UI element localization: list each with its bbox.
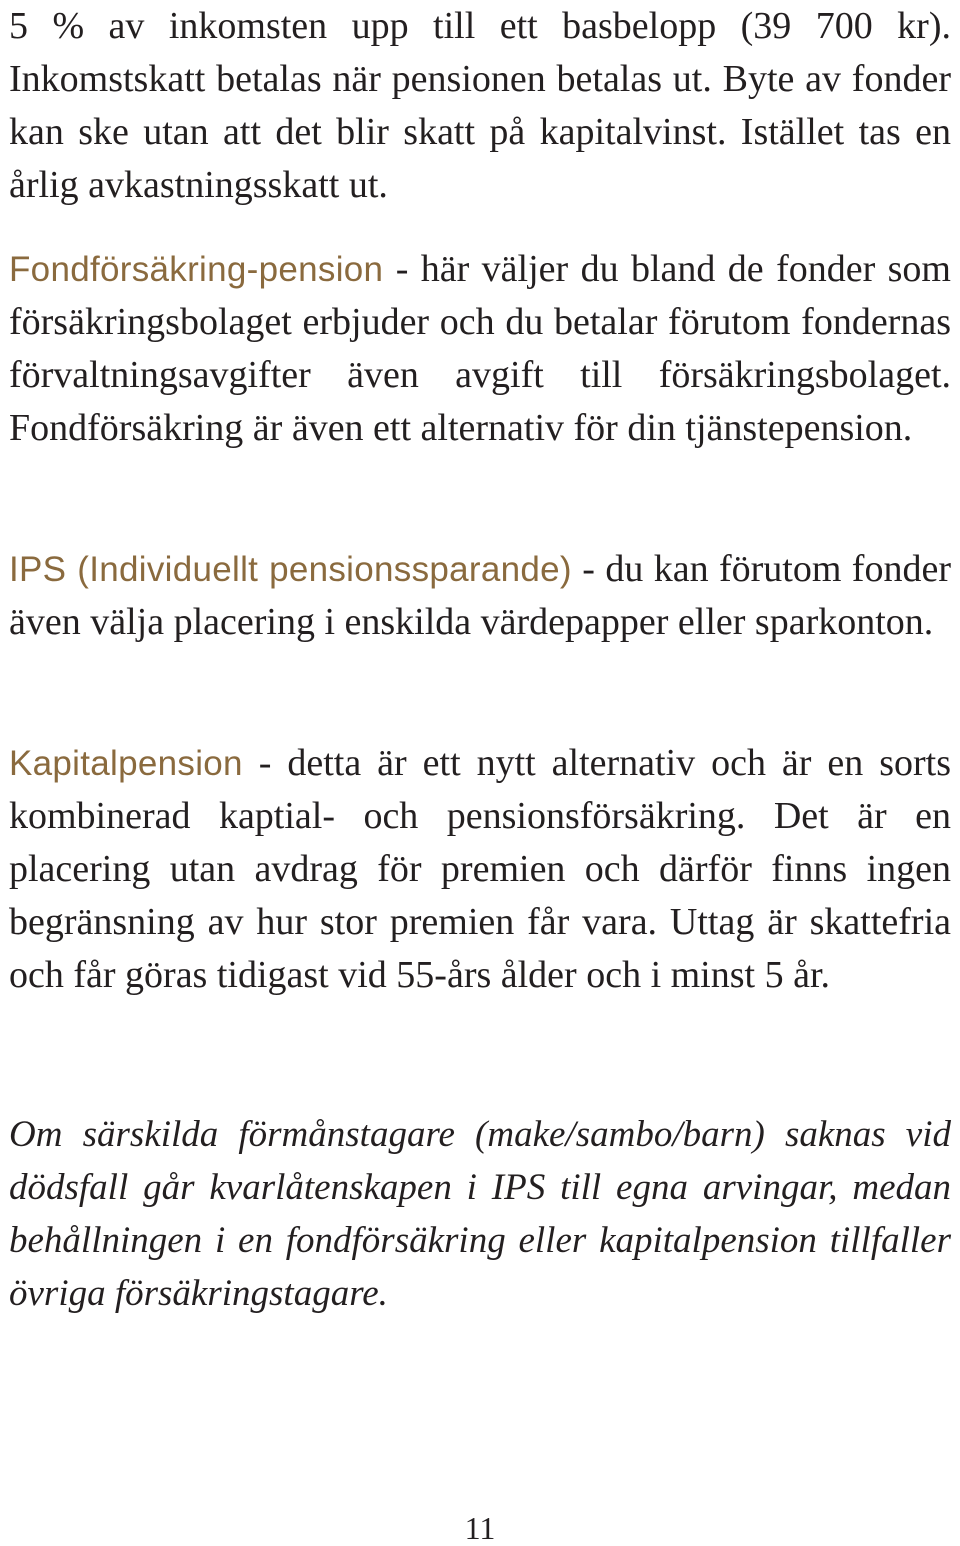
intro-paragraph: 5 % av inkomsten upp till ett basbelopp (39 700 kr). Inkomstskatt betalas när pensionen betalas ut. Byte av fonder kan ske utan att det blir skatt på kapitalvinst. Istället tas en årlig avkastningsskatt ut. (9, 5, 951, 206)
body-fondforsakring-pension: - här väljer du bland de fonder som försäkringsbolaget erbjuder och du betalar förutom fondernas förvaltningsavgifter även avgift till försäkringsbolaget. Fondförsäkring är även ett alternativ för din tjänstepension. (9, 248, 951, 449)
term-ips: IPS (Individuellt pensionssparande) (9, 550, 572, 589)
body-ips: - du kan förutom fonder även välja placering i enskilda värdepapper eller sparkonton. (9, 548, 951, 643)
paragraph-fondforsakring (9, 243, 951, 455)
paragraph-ips (9, 543, 951, 649)
body-kapitalpension: - detta är ett nytt alternativ och är en sorts kombinerad kaptial- och pensionsförsäkring. Det är en placering utan avdrag för premien och därför finns ingen begränsning av hur stor premien får vara. Uttag är skattefria och får göras tidigast vid 55-års ålder och i minst 5 år. (9, 742, 951, 996)
term-kapitalpension: Kapitalpension (9, 744, 243, 783)
term-fondforsakring-pension: Fondförsäkring-pension (9, 250, 384, 289)
italic-note: Om särskilda förmånstagare (make/sambo/barn) saknas vid dödsfall går kvarlåtenskapen i IPS till egna arvingar, medan behållningen i en fondförsäkring eller kapitalpension tillfaller övriga försäkringstagare. (9, 1114, 951, 1314)
page-number: 11 (464, 1510, 496, 1546)
paragraph-kapitalpension (9, 737, 951, 1002)
